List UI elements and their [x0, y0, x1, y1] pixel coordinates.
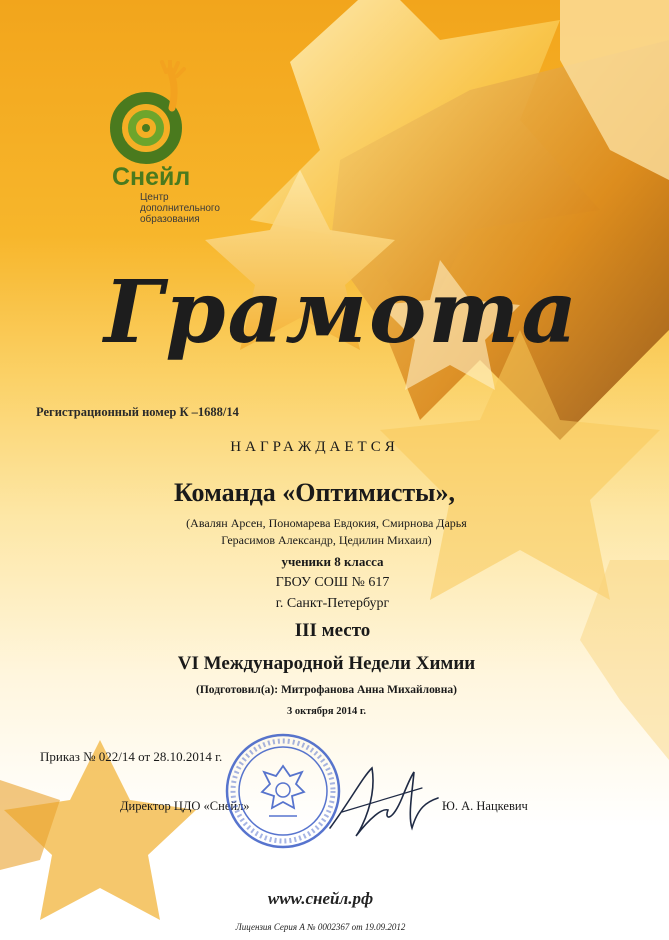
certificate-title: Грамота: [104, 262, 580, 363]
signature-icon: [322, 758, 442, 842]
director-title: Директор ЦДО «Снейл»: [120, 799, 250, 813]
grade-line: ученики 8 класса: [281, 554, 384, 569]
city-line: г. Санкт-Петербург: [275, 596, 390, 611]
prepared-by: (Подготовил(а): Митрофанова Анна Михайловна): [196, 684, 457, 696]
director-name: Ю. А. Нацкевич: [442, 799, 528, 813]
place-line: III место: [294, 620, 371, 641]
logo-subtitle: Центр дополнительного образования: [140, 192, 220, 225]
team-name: Команда «Оптимисты»,: [174, 478, 455, 507]
logo-name: Снейл: [112, 163, 191, 191]
registration-number: Регистрационный номер К –1688/14: [36, 405, 239, 419]
order-number: Приказ № 022/14 от 28.10.2014 г.: [40, 749, 223, 764]
award-date: 3 октября 2014 г.: [286, 706, 367, 717]
team-members: (Авалян Арсен, Пономарева Евдокия, Смирнова Дарья Герасимов Александр, Цедилин Михаил): [186, 516, 467, 547]
website-link: www.снейл.рф: [267, 889, 374, 908]
license-line: Лицензия Серия А № 0002367 от 19.09.2012: [235, 922, 406, 932]
school-line: ГБОУ СОШ № 617: [275, 575, 390, 590]
event-name: VI Международной Недели Химии: [177, 653, 476, 674]
awarded-heading: НАГРАЖДАЕТСЯ: [230, 439, 399, 455]
star-shape: [0, 780, 60, 870]
